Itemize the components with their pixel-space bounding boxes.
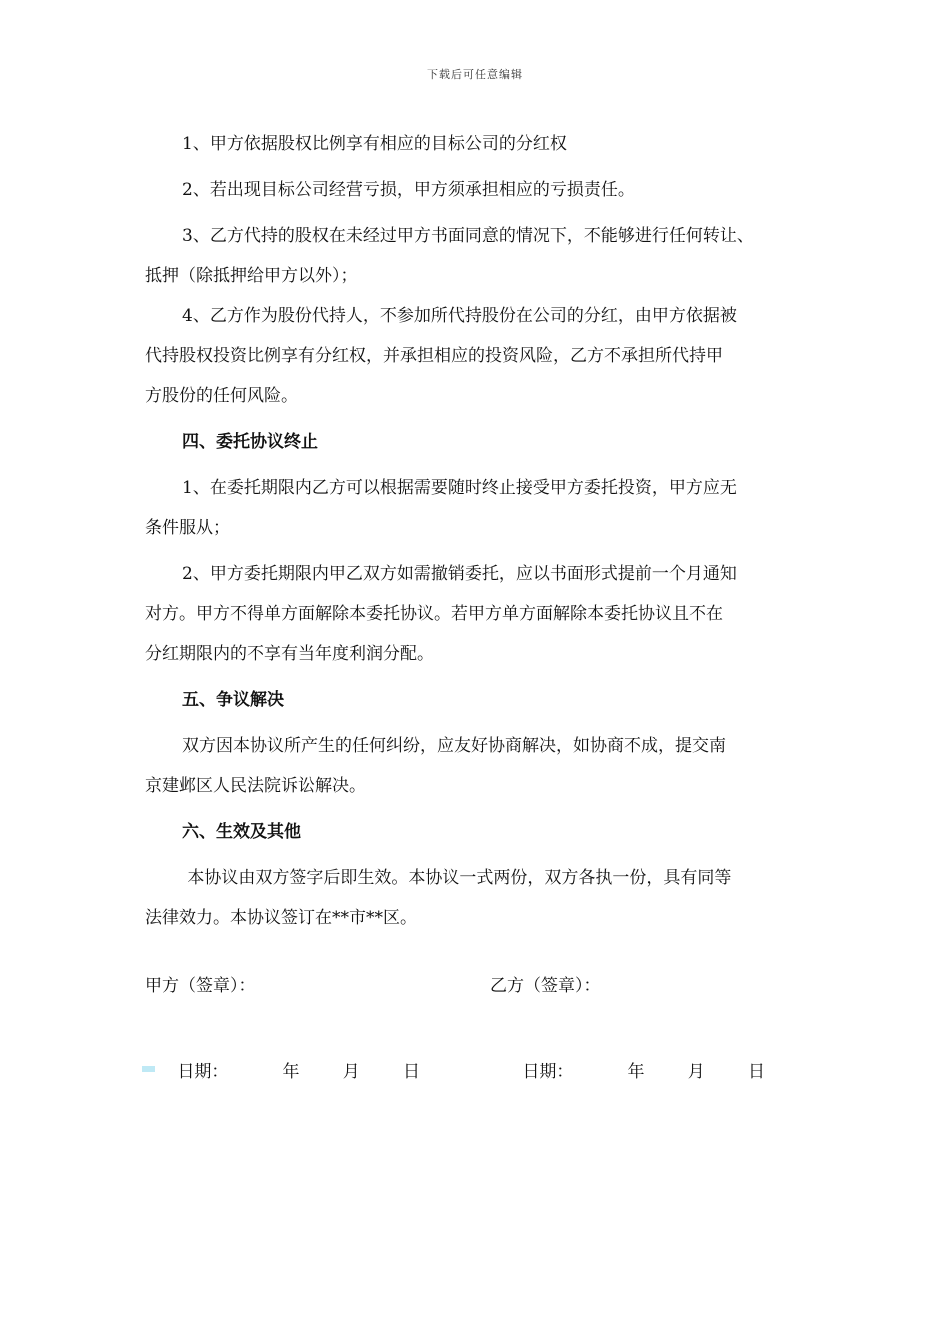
section3-item-3-line1: 3、乙方代持的股权在未经过甲方书面同意的情况下，不能够进行任何转让、 <box>182 226 754 246</box>
section4-line-3: 2、甲方委托期限内甲乙双方如需撤销委托，应以书面形式提前一个月通知 <box>182 564 737 584</box>
party-a-date <box>145 1012 420 1132</box>
date-row <box>145 1012 825 1082</box>
section3-item-3-line2: 抵押（除抵押给甲方以外）； <box>145 266 358 286</box>
section3-item-4-line1: 4、乙方作为股份代持人，不参加所代持股份在公司的分红，由甲方依据被 <box>182 306 737 326</box>
party-b-signature-label: 乙方（签章）： <box>490 976 601 996</box>
signature-block <box>145 966 825 1082</box>
section5-heading: 五、争议解决 <box>182 690 284 710</box>
header-note: 下载后可任意编辑 <box>427 68 523 81</box>
section3-item-1: 1、甲方依据股权比例享有相应的目标公司的分红权 <box>182 134 567 154</box>
section4-line-5: 分红期限内的不享有当年度利润分配。 <box>145 644 434 664</box>
section6-line-2: 法律效力。本协议签订在**市**区。 <box>145 908 417 928</box>
month-label: 月 <box>687 1062 705 1082</box>
section5-line-1: 双方因本协议所产生的任何纠纷，应友好协商解决，如协商不成，提交南 <box>182 736 726 756</box>
section4-line-1: 1、在委托期限内乙方可以根据需要随时终止接受甲方委托投资，甲方应无 <box>182 478 737 498</box>
section6-line-1: 本协议由双方签字后即生效。本协议一式两份，双方各执一份，具有同等 <box>182 868 732 888</box>
date-label: 日期： <box>522 1062 574 1082</box>
section6-heading: 六、生效及其他 <box>182 822 301 842</box>
section4-line-2: 条件服从； <box>145 518 230 538</box>
section4-line-4: 对方。甲方不得单方面解除本委托协议。若甲方单方面解除本委托协议且不在 <box>145 604 723 624</box>
document-body <box>145 124 825 938</box>
section3-item-2: 2、若出现目标公司经营亏损，甲方须承担相应的亏损责任。 <box>182 180 635 200</box>
party-b-date <box>490 1012 765 1132</box>
date-label: 日期： <box>177 1062 229 1082</box>
day-label: 日 <box>747 1062 765 1082</box>
section5-line-2: 京建邺区人民法院诉讼解决。 <box>145 776 366 796</box>
day-label: 日 <box>402 1062 420 1082</box>
month-label: 月 <box>342 1062 360 1082</box>
highlight-marker <box>142 1066 155 1072</box>
signature-row <box>145 966 825 1012</box>
section4-heading: 四、委托协议终止 <box>182 432 318 452</box>
year-label: 年 <box>627 1062 645 1082</box>
section3-item-4-line2: 代持股权投资比例享有分红权，并承担相应的投资风险，乙方不承担所代持甲 <box>145 346 723 366</box>
section3-item-4-line3: 方股份的任何风险。 <box>145 386 298 406</box>
party-a-signature-label: 甲方（签章）： <box>145 976 256 996</box>
year-label: 年 <box>282 1062 300 1082</box>
